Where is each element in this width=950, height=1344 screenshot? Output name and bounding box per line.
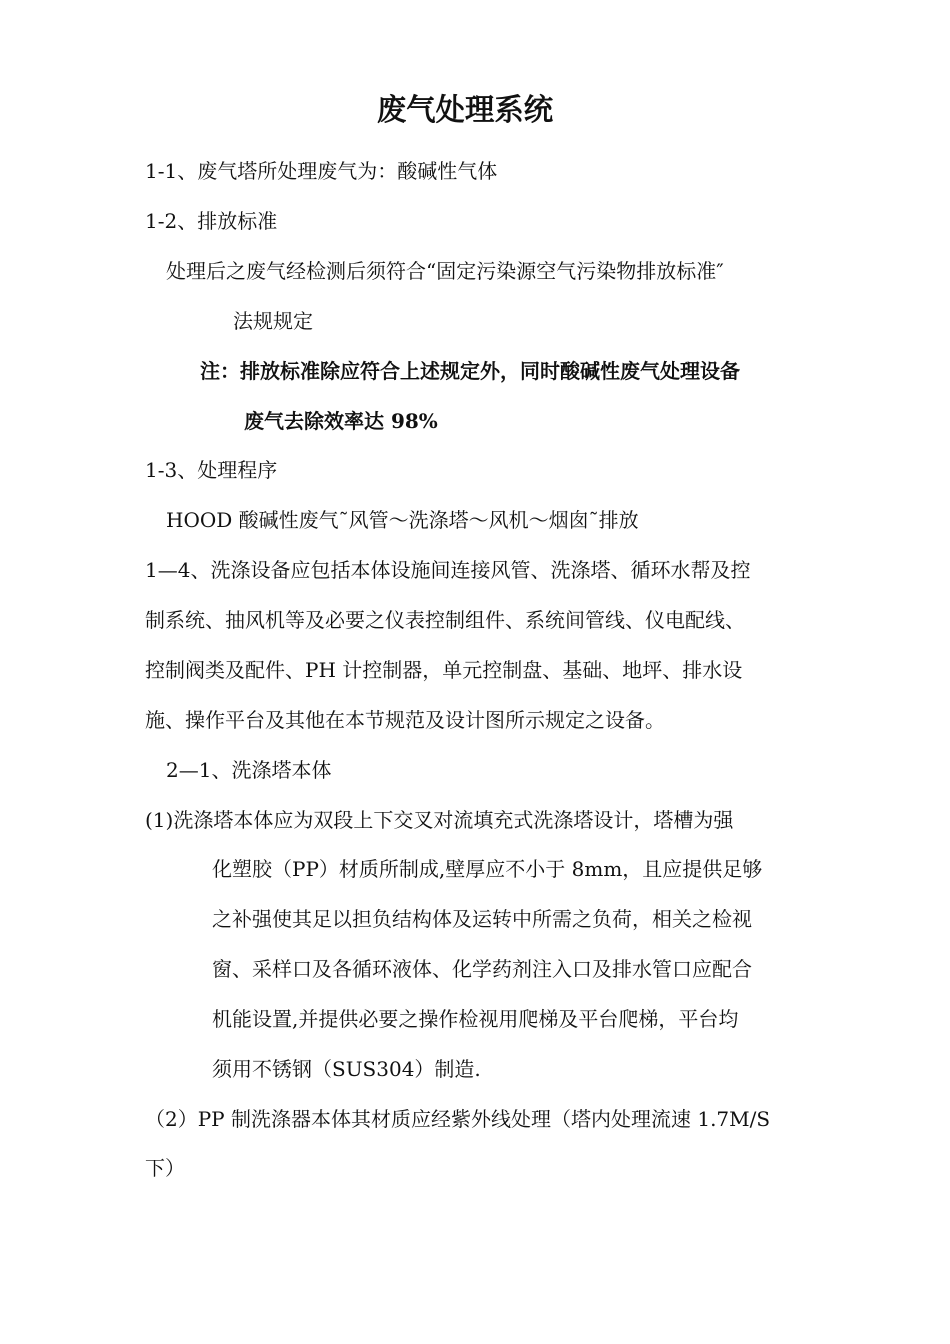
item-1-line-2: 化塑胶（PP）材质所制成,壁厚应不小于 8mm，且应提供足够 [212, 857, 763, 881]
section-1-4-line-3: 控制阀类及配件、PH 计控制器，单元控制盘、基础、地坪、排水设 [145, 658, 743, 682]
section-1-4-line-2: 制系统、抽风机等及必要之仪表控制组件、系统间管线、仪电配线、 [145, 608, 745, 632]
item-1-line-3: 之补强使其足以担负结构体及运转中所需之负荷，相关之检视 [212, 907, 752, 931]
item-1-line-6: 须用不锈钢（SUS304）制造. [212, 1057, 481, 1081]
section-1-3-heading: 1-3、处理程序 [145, 458, 278, 482]
section-1-4-line-4: 施、操作平台及其他在本节规范及设计图所示规定之设备。 [145, 708, 665, 732]
item-1-line-4: 窗、采样口及各循环液体、化学药剂注入口及排水管口应配合 [212, 957, 752, 981]
document-title: 废气处理系统 [376, 93, 554, 128]
item-1-line-1: (1)洗涤塔本体应为双段上下交叉对流填充式洗涤塔设计，塔槽为强 [145, 808, 734, 832]
emission-standard-text: 处理后之废气经检测后须符合“固定污染源空气污染物排放标准″ [166, 259, 724, 283]
emission-standard-text-cont: 法规规定 [233, 309, 313, 333]
item-2-line-1: （2）PP 制洗涤器本体其材质应经紫外线处理（塔内处理流速 1.7M/S [145, 1107, 771, 1131]
note-text-cont: 废气去除效率达 98% [244, 409, 438, 433]
process-flow-text: HOOD 酸碱性废气˜风管～洗涤塔～风机～烟囱˜排放 [166, 508, 639, 532]
section-2-1-heading: 2—1、洗涤塔本体 [166, 758, 332, 782]
section-1-1: 1-1、废气塔所处理废气为：酸碱性气体 [145, 159, 498, 183]
note-text: 注：排放标准除应符合上述规定外，同时酸碱性废气处理设备 [200, 359, 740, 383]
item-1-line-5: 机能设置,并提供必要之操作检视用爬梯及平台爬梯，平台均 [212, 1007, 739, 1031]
section-1-2-heading: 1-2、排放标准 [145, 209, 278, 233]
item-2-line-2: 下） [145, 1156, 185, 1180]
section-1-4-line-1: 1—4、洗涤设备应包括本体设施间连接风管、洗涤塔、循环水帮及控 [145, 558, 751, 582]
